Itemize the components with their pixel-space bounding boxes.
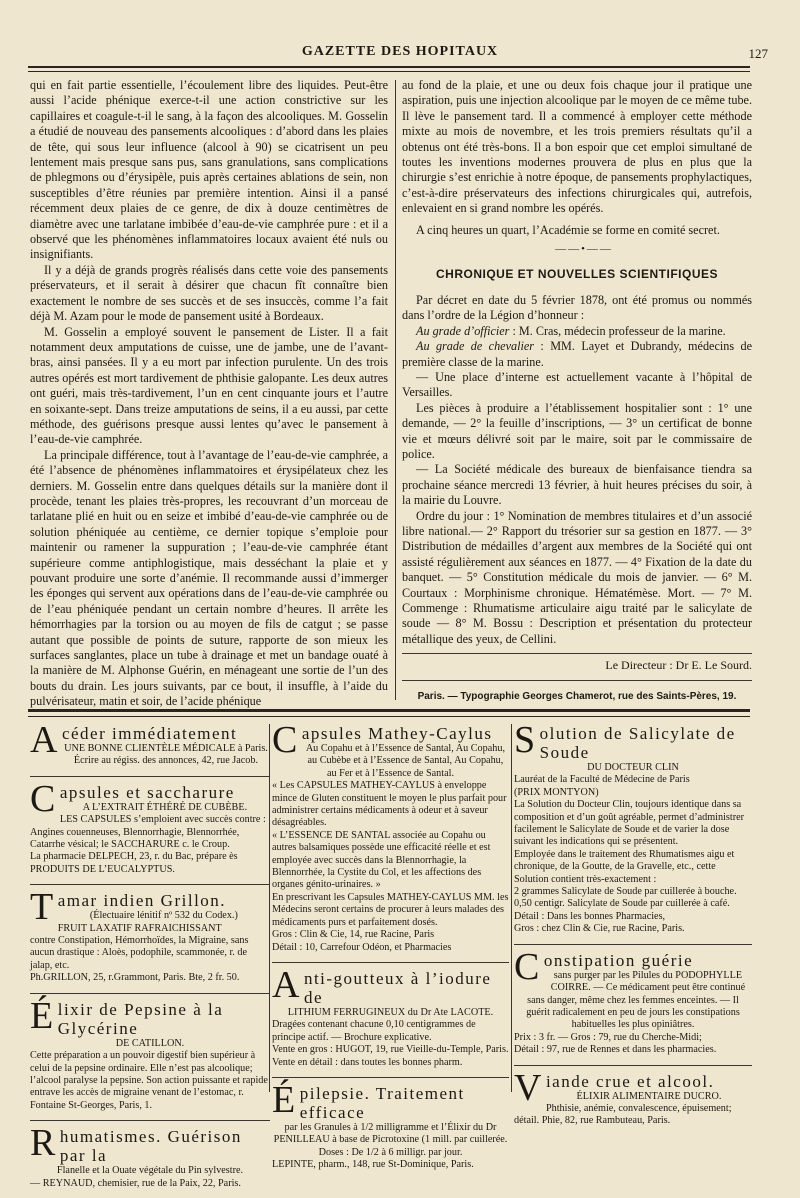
- printer-line: Paris. — Typographie Georges Chamerot, rue des Saints-Pères, 19.: [417, 690, 737, 702]
- ad-text-line: Dragées contenant chacune 0,10 centigrammes de principe actif. — Brochure explicative.: [272, 1019, 476, 1043]
- ad-title-text: lixir de Pepsine à la Glycérine: [57, 999, 224, 1038]
- ad-title-text: apsules et saccharure: [59, 782, 235, 802]
- ad-text-line: ÉLIXIR ALIMENTAIRE DUCRO.: [576, 1090, 722, 1102]
- ad-text-line: « Les CAPSULES MATHEY-CAYLUS à enveloppe mince de Gluten constituent le moyen le plus parfait pour administrer certains médicaments à odeur et à saveur désagréables.: [272, 780, 507, 829]
- officer-text: : M. Cras, médecin professeur de la marine.: [509, 323, 726, 338]
- ad-text-line: Gros : chez Clin & Cie, rue Racine, Paris.: [514, 923, 685, 935]
- ad-text-line: La Solution du Docteur Clin, toujours identique dans sa composition et d’un goût agréable, permet d’administrer facilement le Salicylate de Soude et de varier la dose suivant les indications qui se présentent.: [514, 799, 744, 848]
- ad-text-line: — REYNAUD, chemisier, rue de la Paix, 22, Paris.: [30, 1177, 241, 1189]
- header-rule: [28, 66, 750, 68]
- advertisement: [514, 945, 752, 1057]
- ad-text-line: Employée dans le traitement des Rhumatismes aigu et chronique, de la Goutte, de la Gravelle, etc., cette Solution contient très-exactement :: [514, 848, 735, 885]
- header-rule-thin: [28, 71, 750, 72]
- ad-column-2: [272, 719, 509, 1180]
- ad-separator-rule: [30, 884, 270, 885]
- ad-separator-rule: [514, 1065, 752, 1066]
- ad-text-line: « L’ESSENCE DE SANTAL associée au Copahu ou autres balsamiques possède une efficacité réelle et est employée avec succès dans la Blennorrhagie, la Blennorrhée, la Cystite du Col, et les affections des organes génito-urinaires. »: [272, 829, 491, 891]
- ads-rule: [28, 709, 750, 712]
- ad-text-line: Flanelle et la Ouate végétale du Pin sylvestre.: [56, 1165, 244, 1177]
- ad-title-text: nti-goutteux à l’iodure de: [303, 968, 492, 1007]
- ad-text-line: Au Copahu et à l’Essence de Santal, Au Copahu, au Cubèbe et à l’Essence de Santal, Au Copahu, au Fer et à l’Essence de Santal.: [305, 743, 506, 779]
- ad-text-line: A L’EXTRAIT ÉTHÉRÉ DE CUBÈBE.: [82, 801, 248, 813]
- running-title: GAZETTE DES HOPITAUX: [301, 44, 499, 59]
- ad-text-line: Ph.GRILLON, 25, r.Grammont, Paris. Bte, 2 fr. 50.: [30, 972, 240, 984]
- ad-text-line: Gros : Clin & Cie, 14, rue Racine, Paris: [272, 929, 435, 941]
- advertisement: [30, 777, 270, 876]
- section-title: CHRONIQUE ET NOUVELLES SCIENTIFIQUES: [435, 267, 719, 282]
- ad-separator-rule: [514, 944, 752, 945]
- advertisement: [514, 719, 752, 936]
- ad-separator-rule: [30, 776, 270, 777]
- ad-title: [514, 945, 752, 988]
- director-signature: Le Directeur : Dr E. Le Sourd.: [605, 658, 752, 673]
- ad-drop-capital: É: [272, 1078, 297, 1121]
- ad-text-line: contre Constipation, Hémorrhoïdes, la Migraine, sans aucun drastique : Aloès, podophile, scammonée, r. de jalap, etc.: [30, 935, 249, 971]
- ad-text-line: (Électuaire lénitif nº 532 du Codex.): [89, 910, 238, 922]
- ad-text-line: FRUIT LAXATIF RAFRAICHISSANT: [57, 922, 222, 934]
- ad-column-3: [514, 719, 752, 1136]
- advertisement: [272, 719, 509, 954]
- ad-drop-capital: V: [514, 1066, 543, 1109]
- ad-text-line: La pharmacie DELPECH, 23, r. du Bac, prépare ès PRODUITS DE L’EUCALYPTUS.: [30, 851, 238, 875]
- ad-text-line: LEPINTE, pharm., 148, rue St-Dominique, Paris.: [272, 1159, 474, 1171]
- ad-title-text: iande crue et alcool.: [545, 1071, 715, 1091]
- ad-drop-capital: É: [30, 994, 55, 1037]
- knight-label: Au grade de chevalier: [416, 339, 535, 354]
- news-paragraph: — La Société médicale des bureaux de bienfaisance tiendra sa prochaine séance mercredi 13 février, à huit heures précises du soir, à la mairie du Louvre.: [402, 462, 752, 508]
- officer-paragraph: [402, 324, 752, 339]
- director-rule: [402, 653, 752, 654]
- ad-title-text: pilepsie. Traitement efficace: [299, 1083, 465, 1122]
- ad-title: [514, 719, 752, 762]
- ads-rule-thin: [28, 716, 750, 717]
- ad-text-line: Phthisie, anémie, convalescence, épuisement; détail. Phie, 82, rue Rambuteau, Paris.: [514, 1102, 732, 1127]
- closing-line: A cinq heures un quart, l’Académie se forme en comité secret.: [416, 222, 720, 237]
- page-number: 127: [748, 46, 768, 61]
- ad-separator-rule: [272, 1077, 509, 1078]
- knight-text: : MM. Layet et Dubrandy, médecins de première classe de la marine.: [402, 339, 752, 369]
- printer-rule: [402, 680, 752, 681]
- ad-drop-capital: C: [30, 777, 57, 820]
- advertisement: [272, 963, 509, 1069]
- ad-text-line: DU DOCTEUR CLIN: [587, 762, 679, 773]
- ad-text-line: (PRIX MONTYON): [514, 786, 599, 798]
- officer-label: Au grade d’officier: [416, 323, 510, 338]
- left-paragraph: qui en fait partie essentielle, l’écoulement libre des liquides. Peut-être aussi l’acide phénique exerce-t-il une action constrictive sur les capillaires et coagule-t-il le sang, à la façon des alcooliques. M. Gosselin a étudié de nouveau des pansements alcooliques : d’abord dans les plaies de tête, qui sous leur influence (alcool à 90) se cicatrisent un peu lentement mais presque sans pus, sans granulations, sans complications de phlegmons ou d’érysipèle, puis après certaines ablations de sein, non susceptibles d’être réunies par première intention. Ainsi il a pansé récemment deux plaies de ce genre, de dix à douze centimètres de diamètre avec une tarlatane imbibée d’eau-de-vie camphrée pure : et il a observé que les phénomènes inflammatoires locaux avaient été nuls ou insignifiants.: [30, 78, 388, 262]
- advertisement: [514, 1066, 752, 1128]
- knight-paragraph: [402, 339, 752, 370]
- ad-title-text: olution de Salicylate de Soude: [539, 724, 736, 762]
- ad-text-line: sans purger par les Pilules du PODOPHYLLE COIRRE. — Ce médicament peut être continué sans danger, même chez les femmes enceintes. — Il guérit radicalement en peu de jours les constipations habituelles les plus opiniâtres.: [526, 969, 746, 1031]
- ad-separator-rule: [30, 993, 270, 994]
- ad-text-line: DE CATILLON.: [115, 1037, 185, 1049]
- advertisement: [272, 1078, 509, 1172]
- ad-title: [30, 1122, 270, 1166]
- left-paragraph: La principale différence, tout à l’avantage de l’eau-de-vie camphrée, a été l’absence de phénomènes inflammatoires et érysipélateux chez les derniers. M. Gosselin entre dans quelques détails sur la manière dont il procède, tenant les plaies très-propres, les recouvrant d’un morceau de tarlatane plié en huit ou en seize et imbibé d’eau-de-vie camphrée ou de solution phéniquée au centième, ce dernier topique s’emploie pour maintenir ou ramener la suppuration ; l’eau-de-vie camphrée étant supérieure comme antiphlogistique, mais desséchant la plaie et y pouvant produire une sorte d’anémie. Il recommande aussi d’immerger les éponges qui servent aux opérations dans de l’eau-de-vie camphrée ou de l’eau phéniquée pendant un certain nombre d’heures. Il arrête les hémorrhagies par la torsion ou au moyen de fils de catgut ; se passe autant que possible de points de suture, rapporte de son mieux les surfaces sanglantes, place un tube à drainage et met un bandage ouaté à la manière de M. Alphonse Guérin, en ménageant une sortie de l’un des bouts du drain. Les jours suivants, par ce bout, il insuffle, à l’aide du pulvérisateur, matin et soir, de l’acide phénique: [30, 447, 388, 709]
- ad-title-text: céder immédiatement: [61, 724, 238, 743]
- ad-title-text: apsules Mathey-Caylus: [301, 724, 493, 743]
- ad-drop-capital: A: [272, 963, 301, 1006]
- ad-text-line: LES CAPSULES s’emploient avec succès contre : Angines couenneuses, Blennorrhagie, Blennorrhée, Catarrhe vésical; le SACCHARURE c. le Croup.: [30, 814, 266, 851]
- left-paragraph: Il y a déjà de grands progrès réalisés dans cette voie des pansements préservateurs, et il serait à désirer que chacun fît connaître bien exactement le nombre de ses succès et de ses insuccès, comme l’a fait déjà M. Azam pour le mode de pansement usité à Bordeaux.: [30, 262, 388, 324]
- ad-drop-capital: C: [272, 719, 299, 761]
- ad-drop-capital: T: [30, 886, 55, 929]
- decree-paragraph: Par décret en date du 5 février 1878, ont été promus ou nommés dans l’ordre de la Légion d’honneur :: [402, 292, 752, 323]
- continuation-paragraph: au fond de la plaie, et une ou deux fois chaque jour il pratique une aspiration, puis une injection alcoolique par le moyen de ce même tube. Il lève le pansement tard. Il a commencé à employer cette méthode mixte au mois de novembre, et les trois premiers résultats qu’il a obtenus ont été très-bons. Il a bon espoir que cet emploi simultané de toutes les inventions modernes prouvera de plus en plus que la chirurgie s’est enrichie à notre époque, de pansements prophylactiques, c’est-à-dire préservateurs des infections chirurgicales qui, autrefois, enlevaient en si grand nombre les opérés.: [402, 78, 752, 216]
- ad-title-text: humatismes. Guérison par la: [59, 1127, 242, 1166]
- ad-text-line: En prescrivant les Capsules MATHEY-CAYLUS MM. les Médecins seront certains de procurer à leurs malades des médicaments purs et parfaitement dosés.: [272, 891, 509, 928]
- page-header: [30, 44, 770, 64]
- ad-text-line: UNE BONNE CLIENTÈLE MÉDICALE à Paris. Écrire au régiss. des annonces, 42, rue Jacob.: [64, 743, 268, 767]
- column-divider: [395, 80, 396, 700]
- ad-drop-capital: S: [514, 719, 537, 761]
- ad-text-line: Détail : 97, rue de Rennes et dans les pharmacies.: [514, 1044, 717, 1056]
- ad-separator-rule: [30, 1120, 270, 1121]
- ad-title: [272, 963, 509, 1007]
- ad-text-line: Détail : Dans les bonnes Pharmacies,: [514, 910, 666, 922]
- news-paragraph: Ordre du jour : 1° Nomination de membres titulaires et d’un associé libre national.— 2° Rapport du trésorier sur sa gestion en 1877. — 3° Distribution de médailles d’argent aux membres de la Société qui ont assisté régulièrement aux séances en 1877. — 4° Fixation de la date du banquet. — 5° Constitution médicale du mois de janvier. — 6° M. Courtaux : Morphinisme chronique. Hématémèse. Mort. — 7° M. Commenge : Rhumatisme articulaire aigu traité par le salicylate de soude — 8° M. Bossu : Description et présentation du protecteur métallique des yeux, de Cellini.: [402, 508, 752, 646]
- separator: ——•——: [555, 243, 613, 256]
- ad-text-line: LITHIUM FERRUGINEUX du Dr Ate LACOTE.: [287, 1006, 494, 1018]
- news-paragraph: Les pièces à produire a l’établissement hospitalier sont : 1° une demande, — 2° la feuille d’inscriptions, — 3° un certificat de bonne vie et mœurs délivré soit par le maire, soit par le commissaire de police.: [402, 400, 752, 461]
- ad-separator-rule: [272, 962, 509, 963]
- ad-drop-capital: R: [30, 1122, 57, 1165]
- advertisement: [30, 994, 270, 1112]
- ad-text-line: Détail : 10, Carrefour Odéon, et Pharmacies: [272, 941, 452, 953]
- ad-text-line: Cette préparation a un pouvoir digestif bien supérieur à celui de la pepsine ordinaire. Elle n’est pas alcoolique; l’alcool paralyse la pepsine. Son action puissante et rapide entrave les accès de migraine venant de l’estomac, r. Fontaine St-Georges, Paris, 1.: [30, 1050, 268, 1111]
- ad-text-line: par les Granules à 1/2 milligramme et l’Élixir du Dr PENILLEAU à base de Picrotoxine (1 mill. par cuillerée. Doses : De 1/2 à 6 milligr. par jour.: [273, 1121, 508, 1158]
- right-column: [402, 78, 752, 704]
- ad-title-text: amar indien Grillon.: [57, 891, 227, 911]
- left-column: [30, 78, 388, 710]
- ad-text-line: 0,50 centigr. Salicylate de Soude par cuillerée à café.: [514, 898, 730, 910]
- ad-column-1: [30, 719, 270, 1198]
- ad-title-text: onstipation guérie: [543, 950, 694, 970]
- news-paragraph: — Une place d’interne est actuellement vacante à l’hôpital de Versailles.: [402, 369, 752, 400]
- ad-title: [272, 1078, 509, 1122]
- ad-text-line: Vente en gros : HUGOT, 19, rue Vieille-du-Temple, Paris.: [272, 1044, 509, 1056]
- ad-text-line: Vente en détail : dans toutes les bonnes pharm.: [272, 1056, 463, 1068]
- ad-drop-capital: C: [514, 945, 541, 988]
- ad-drop-capital: A: [30, 719, 59, 761]
- left-paragraph: M. Gosselin a employé souvent le pansement de Lister. Il a fait notamment deux amputations de cuisse, une de jambe, une de l’avant-bras, ainsi pansées. Il y a eu mort par infection purulente. Un des trois autres opérés est mort tardivement de phthisie galopante. Les deux autres ont guéri, mais très-tardivement, l’un en cent cinquante jours et l’autre en soixante-sept. Dans treize amputations de seins, il a eu aussi, par cette méthode, des guérisons presque aussi lentes qu’avec le pansement à l’eau-de-vie camphrée.: [30, 324, 388, 447]
- ad-text-line: Lauréat de la Faculté de Médecine de Paris: [514, 774, 690, 786]
- ad-column-divider: [511, 724, 512, 1092]
- advertisement: [30, 719, 270, 768]
- ad-text-line: Prix : 3 fr. — Gros : 79, rue du Cherche-Midi;: [514, 1031, 702, 1043]
- advertisement: [30, 886, 270, 984]
- ad-title: [30, 994, 270, 1038]
- ad-text-line: 2 grammes Salicylate de Soude par cuillerée à bouche.: [514, 886, 737, 898]
